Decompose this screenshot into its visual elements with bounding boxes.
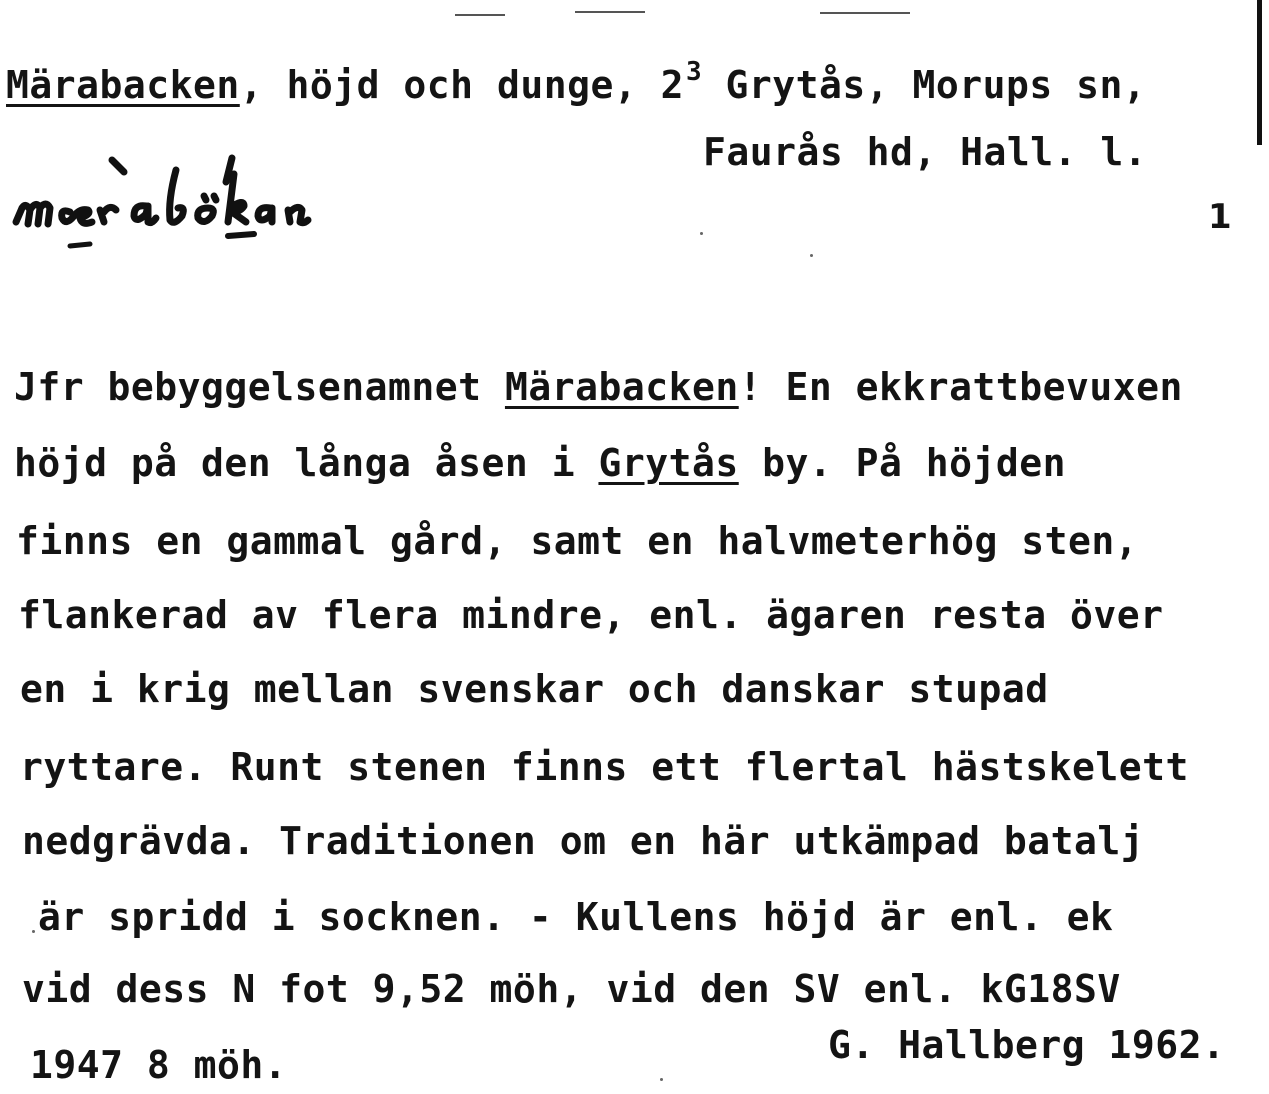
- place-reference: Märabacken: [504, 365, 739, 409]
- card-number: 1: [1208, 197, 1233, 237]
- body-line-4: flankerad av flera mindre, enl. ägaren resta över: [18, 593, 1164, 637]
- scan-mark: [575, 11, 645, 13]
- scan-speck: [32, 930, 35, 933]
- superscript-number: 3: [685, 57, 703, 87]
- body-line-3: finns en gammal gård, samt en halvmeterhög sten,: [16, 519, 1139, 563]
- scan-mark: [820, 12, 910, 14]
- body-line-7: nedgrävda. Traditionen om en här utkämpad batalj: [22, 819, 1145, 863]
- entry-heading: [6, 57, 1147, 107]
- scan-mark: [455, 14, 505, 16]
- scan-speck: [700, 232, 703, 235]
- body-line-2: [14, 441, 1067, 485]
- scan-speck: [660, 1078, 663, 1081]
- body-line-5: en i krig mellan svenskar och danskar stupad: [20, 667, 1049, 711]
- body-text: ! En ekkrattbevuxen: [738, 365, 1183, 409]
- body-line-9: vid dess N fot 9,52 möh, vid den SV enl. kG18SV: [22, 967, 1121, 1011]
- parish-location: Grytås, Morups sn,: [702, 63, 1147, 107]
- body-line-1: [14, 365, 1183, 409]
- body-line-6: ryttare. Runt stenen finns ett flertal hästskelett: [20, 745, 1189, 789]
- place-name: Märabacken: [6, 63, 240, 107]
- body-line-10: 1947 8 möh.: [30, 1043, 288, 1087]
- handwriting-drawing: [8, 150, 488, 250]
- signature-date: G. Hallberg 1962.: [828, 1023, 1226, 1067]
- place-reference: Grytås: [598, 441, 739, 485]
- body-text: Jfr bebyggelsenamnet: [14, 365, 505, 409]
- district-line: Faurås hd, Hall. l.: [703, 130, 1148, 174]
- body-line-8: är spridd i socknen. - Kullens höjd är enl. ek: [38, 895, 1114, 939]
- handwritten-pronunciation: [8, 150, 488, 254]
- place-description: , höjd och dunge, 2: [239, 63, 684, 107]
- card-edge: [1257, 0, 1262, 145]
- scan-speck: [810, 254, 813, 257]
- body-text: höjd på den långa åsen i: [14, 441, 599, 485]
- body-text: by. På höjden: [738, 441, 1067, 485]
